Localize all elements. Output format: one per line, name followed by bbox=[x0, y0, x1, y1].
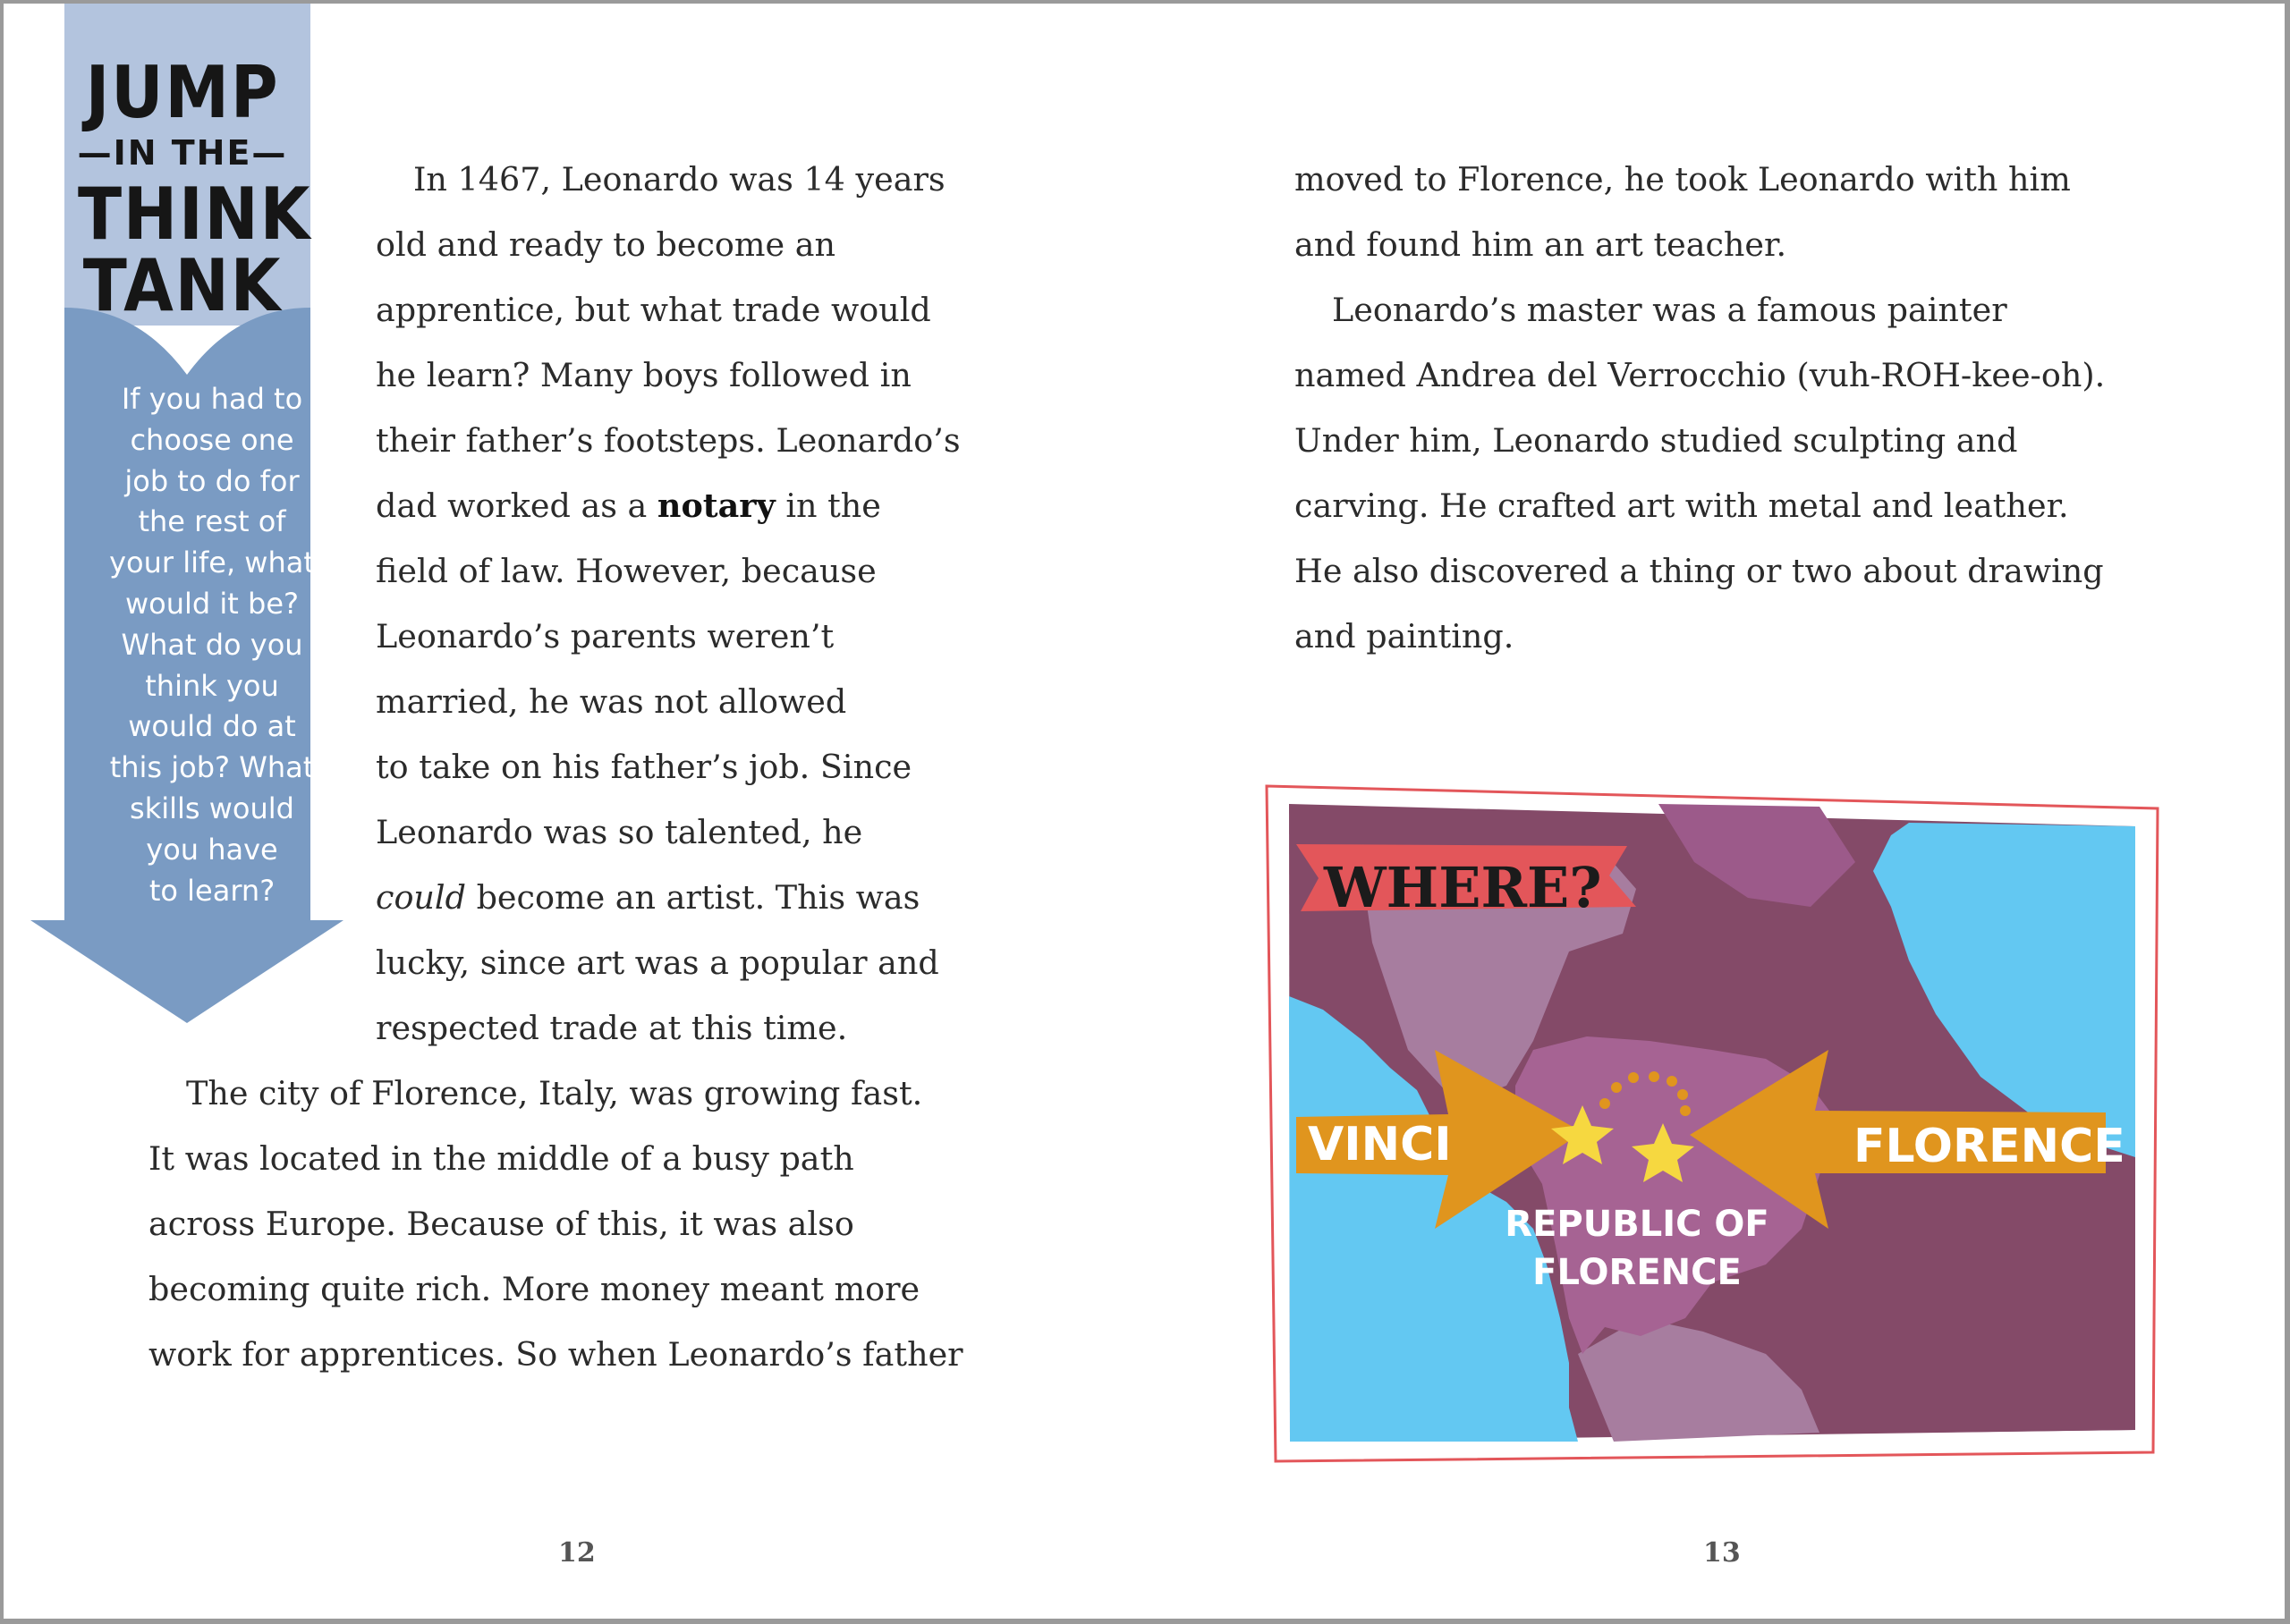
text-line: to take on his father’s job. Since bbox=[376, 748, 912, 786]
text-line bbox=[376, 473, 881, 538]
text-line: and found him an art teacher. bbox=[1294, 225, 1787, 264]
text-line: respected trade at this time. bbox=[376, 1009, 848, 1047]
question-line: would it be? bbox=[125, 586, 299, 621]
left-page bbox=[4, 4, 1144, 1619]
text-line: married, he was not allowed bbox=[376, 682, 847, 721]
text-line: moved to Florence, he took Leonardo with him bbox=[1294, 160, 2071, 199]
text-run: dad worked as a bbox=[376, 486, 657, 525]
question-line: to learn? bbox=[148, 873, 276, 908]
question-line: skills would bbox=[130, 791, 294, 825]
text-line: across Europe. Because of this, it was also bbox=[148, 1205, 854, 1243]
page-number-left: 12 bbox=[558, 1537, 596, 1569]
glossary-term-notary: notary bbox=[657, 486, 776, 525]
question-line: the rest of bbox=[138, 504, 286, 539]
question-line: your life, what bbox=[109, 546, 315, 580]
map-label-florence: FLORENCE bbox=[1853, 1120, 2125, 1173]
question-line: What do you bbox=[121, 627, 303, 662]
text-line: The city of Florence, Italy, was growing fast. bbox=[186, 1074, 923, 1112]
text-line: He also discovered a thing or two about drawing bbox=[1294, 552, 2104, 590]
question-line: choose one bbox=[130, 422, 294, 457]
question-line: would do at bbox=[128, 709, 296, 744]
think-tank-title-tank: TANK bbox=[82, 244, 283, 327]
map-region-label bbox=[1503, 1204, 1771, 1293]
book-spread bbox=[4, 4, 2285, 1619]
text-line: apprentice, but what trade would bbox=[376, 291, 931, 329]
text-line: In 1467, Leonardo was 14 years bbox=[413, 160, 946, 199]
text-run: in the bbox=[775, 486, 881, 525]
text-line: old and ready to become an bbox=[376, 225, 835, 264]
text-line: carving. He crafted art with metal and leather. bbox=[1294, 486, 2069, 525]
question-line: you have bbox=[146, 832, 278, 867]
text-line: named Andrea del Verrocchio (vuh-ROH-kee-oh). bbox=[1294, 356, 2106, 394]
text-line: Leonardo’s parents weren’t bbox=[376, 617, 835, 656]
text-line bbox=[376, 865, 920, 930]
map-illustration bbox=[1265, 782, 2159, 1466]
think-tank-question bbox=[73, 379, 351, 911]
map-label-vinci: VINCI bbox=[1308, 1118, 1452, 1171]
map-region-line: REPUBLIC OF bbox=[1505, 1204, 1769, 1245]
map-region-line: FLORENCE bbox=[1532, 1252, 1742, 1293]
text-line: lucky, since art was a popular and bbox=[376, 943, 939, 982]
think-tank-title-in-the: —IN THE— bbox=[77, 133, 288, 173]
text-line: field of law. However, because bbox=[376, 552, 877, 590]
text-line: their father’s footsteps. Leonardo’s bbox=[376, 421, 961, 460]
think-tank-title bbox=[66, 51, 312, 327]
question-line: If you had to bbox=[121, 382, 303, 416]
page-number-right: 13 bbox=[1703, 1537, 1741, 1569]
text-line: and painting. bbox=[1294, 617, 1514, 656]
question-line: think you bbox=[145, 668, 279, 703]
text-line: It was located in the middle of a busy path bbox=[148, 1139, 854, 1178]
text-line: Leonardo was so talented, he bbox=[376, 813, 863, 851]
map-banner-where: WHERE? bbox=[1324, 855, 1602, 920]
text-run: become an artist. This was bbox=[465, 878, 920, 917]
emphasis-could: could bbox=[376, 878, 466, 917]
question-line: this job? What bbox=[109, 750, 315, 785]
think-tank-sidebar bbox=[30, 4, 344, 1023]
text-line: becoming quite rich. More money meant more bbox=[148, 1270, 920, 1308]
right-page bbox=[1144, 4, 2285, 1619]
text-line: work for apprentices. So when Leonardo’s father bbox=[148, 1335, 963, 1374]
text-line: he learn? Many boys followed in bbox=[376, 356, 912, 394]
think-tank-title-think: THINK bbox=[78, 173, 312, 256]
think-tank-title-jump: JUMP bbox=[85, 51, 280, 134]
text-line: Under him, Leonardo studied sculpting and bbox=[1294, 421, 2018, 460]
question-line: job to do for bbox=[124, 463, 300, 498]
text-line: Leonardo’s master was a famous painter bbox=[1332, 291, 2007, 329]
